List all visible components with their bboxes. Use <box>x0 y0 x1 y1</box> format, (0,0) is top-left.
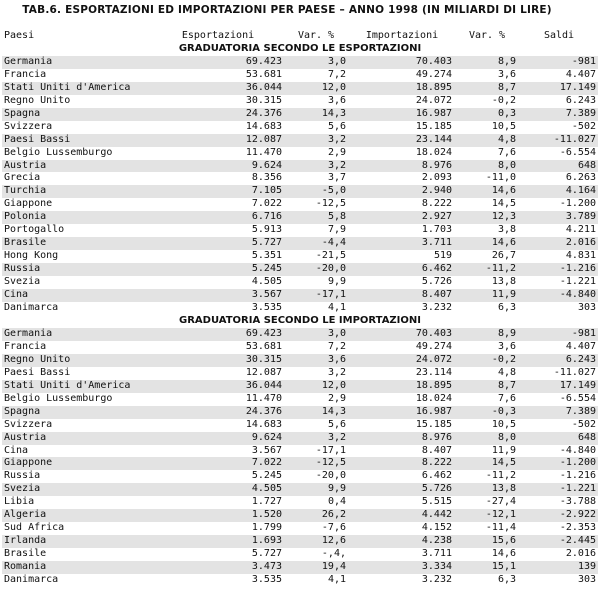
cell-balance: 139 <box>522 561 598 574</box>
cell-exports: 6.716 <box>154 211 286 224</box>
cell-imports-var: 11,9 <box>491 444 516 456</box>
cell-exports-var: -4,4 <box>286 237 352 250</box>
cell-country: Germania <box>2 328 154 341</box>
cell-exports-var: 5,6 <box>327 120 346 132</box>
cell-imports: 2.093 <box>421 172 452 184</box>
cell-balance: 6.243 <box>565 94 596 106</box>
cell-imports: 8.222 <box>352 457 458 470</box>
cell-balance: -1.221 <box>559 276 596 288</box>
table-row <box>2 522 598 535</box>
cell-exports-var: -,4, <box>321 548 346 560</box>
cell-balance: 4.211 <box>565 224 596 236</box>
table-row <box>2 509 598 522</box>
cell-exports: 4.505 <box>154 483 286 496</box>
column-header-esportazioni: Esportazioni <box>181 30 255 41</box>
table-row <box>2 302 598 315</box>
table-row <box>2 341 598 354</box>
column-header-var-exp: Var. % <box>297 30 335 41</box>
cell-imports: 5.726 <box>421 276 452 288</box>
cell-imports: 6.462 <box>421 470 452 482</box>
cell-exports-var: 12,0 <box>286 82 352 95</box>
cell-exports-var: -12,5 <box>315 198 346 210</box>
cell-exports: 1.727 <box>251 496 282 508</box>
section-heading: GRADUATORIA SECONDO LE ESPORTAZIONI <box>178 42 422 54</box>
cell-balance: 303 <box>577 302 596 314</box>
cell-balance: -3.788 <box>559 496 596 508</box>
cell-imports: 23.114 <box>415 366 452 378</box>
cell-imports-var: -0,2 <box>458 354 522 367</box>
cell-imports: 3.232 <box>421 302 452 314</box>
cell-imports-var: 12,3 <box>458 211 522 224</box>
cell-balance: -6.554 <box>559 392 596 404</box>
cell-exports-var: 3,7 <box>327 172 346 184</box>
cell-imports: 23.144 <box>352 134 458 147</box>
cell-country: Turchia <box>2 185 154 198</box>
table-row <box>2 535 598 548</box>
cell-imports-var: 4,8 <box>497 366 516 378</box>
cell-balance: -11.027 <box>522 134 598 147</box>
cell-country: Libia <box>4 496 35 508</box>
cell-exports-var: 3,2 <box>286 134 352 147</box>
cell-imports-var: 3,6 <box>497 68 516 80</box>
cell-exports: 30.315 <box>245 94 282 106</box>
cell-exports: 5.727 <box>154 237 286 250</box>
column-header-var-imp: Var. % <box>468 30 506 41</box>
cell-exports-var: -5,0 <box>286 185 352 198</box>
table-row <box>2 354 598 367</box>
cell-country: Svezia <box>2 483 154 496</box>
column-header-paesi: Paesi <box>4 30 35 41</box>
cell-exports: 5.913 <box>251 224 282 236</box>
header-row <box>2 30 598 43</box>
cell-balance: -1.200 <box>559 198 596 210</box>
cell-imports-var: 6,3 <box>497 574 516 586</box>
cell-imports: 16.987 <box>352 406 458 419</box>
table-row <box>2 147 598 160</box>
cell-imports: 18.895 <box>352 380 458 393</box>
cell-exports-var: -17,1 <box>286 289 352 302</box>
cell-imports: 3.711 <box>352 237 458 250</box>
cell-imports-var: 14,6 <box>491 548 516 560</box>
table-row <box>2 108 598 121</box>
table-row <box>2 276 598 289</box>
cell-country: Giappone <box>4 198 53 210</box>
cell-country: Svezia <box>4 276 41 288</box>
table-row <box>2 470 598 483</box>
cell-exports: 9.624 <box>154 160 286 173</box>
table-row <box>2 574 598 587</box>
cell-imports-var: 8,0 <box>458 160 522 173</box>
column-header-saldi: Saldi <box>543 30 575 41</box>
cell-exports: 24.376 <box>154 406 286 419</box>
cell-country: Sud Africa <box>4 522 65 534</box>
cell-exports-var: 12,0 <box>286 380 352 393</box>
cell-imports-var: -0,2 <box>491 94 516 106</box>
table-row <box>2 496 598 509</box>
cell-imports-var: 14,5 <box>458 457 522 470</box>
cell-imports-var: 14,5 <box>491 198 516 210</box>
cell-exports-var: 14,3 <box>286 406 352 419</box>
cell-country: Regno Unito <box>2 354 154 367</box>
cell-exports: 11.470 <box>245 392 282 404</box>
cell-exports-var: -20,0 <box>286 263 352 276</box>
cell-imports: 4.238 <box>352 535 458 548</box>
cell-exports-var: 12,6 <box>286 535 352 548</box>
cell-imports: 70.403 <box>352 56 458 69</box>
cell-exports-var: 3,2 <box>286 160 352 173</box>
table-row <box>2 483 598 496</box>
cell-imports: 49.274 <box>415 68 452 80</box>
table-row <box>2 393 598 406</box>
cell-balance: 4.407 <box>565 68 596 80</box>
cell-imports-var: 7,6 <box>497 392 516 404</box>
section-heading: GRADUATORIA SECONDO LE IMPORTAZIONI <box>179 314 421 326</box>
cell-imports: 24.072 <box>415 94 452 106</box>
cell-balance: -4.840 <box>559 444 596 456</box>
cell-country: Paesi Bassi <box>4 366 71 378</box>
table-row <box>2 121 598 134</box>
cell-imports: 49.274 <box>415 340 452 352</box>
cell-exports-var: 19,4 <box>286 561 352 574</box>
cell-imports: 2.940 <box>352 185 458 198</box>
cell-exports: 24.376 <box>154 108 286 121</box>
cell-balance: -981 <box>522 328 598 341</box>
cell-exports: 11.470 <box>245 146 282 158</box>
table-row <box>2 95 598 108</box>
cell-exports: 8.356 <box>251 172 282 184</box>
cell-exports: 5.245 <box>251 470 282 482</box>
cell-imports-var: -11,0 <box>485 172 516 184</box>
table-row <box>2 367 598 380</box>
cell-imports: 16.987 <box>352 108 458 121</box>
cell-imports-var: -0,3 <box>458 406 522 419</box>
cell-imports-var: 14,6 <box>458 237 522 250</box>
section-heading-row <box>2 43 598 56</box>
cell-exports-var: 4,1 <box>327 574 346 586</box>
cell-exports: 9.624 <box>154 432 286 445</box>
cell-imports: 4.442 <box>352 509 458 522</box>
cell-balance: 17.149 <box>522 82 598 95</box>
cell-balance: -502 <box>571 120 596 132</box>
cell-country: Brasile <box>2 237 154 250</box>
cell-exports: 69.423 <box>154 328 286 341</box>
cell-exports: 1.520 <box>154 509 286 522</box>
cell-exports-var: 3,6 <box>327 94 346 106</box>
cell-imports-var: -11,2 <box>485 470 516 482</box>
cell-country: Svizzera <box>4 418 53 430</box>
cell-country: Portogallo <box>4 224 65 236</box>
cell-exports-var: 4,1 <box>327 302 346 314</box>
cell-country: Algeria <box>2 509 154 522</box>
cell-exports: 14.683 <box>245 418 282 430</box>
table-row <box>2 198 598 211</box>
cell-exports: 3.535 <box>251 302 282 314</box>
cell-country: Austria <box>2 160 154 173</box>
cell-country: Romania <box>2 561 154 574</box>
cell-imports: 18.024 <box>415 392 452 404</box>
cell-exports-var: 7,9 <box>327 224 346 236</box>
cell-balance: 4.407 <box>565 340 596 352</box>
cell-imports: 18.024 <box>415 146 452 158</box>
cell-imports-var: 3,6 <box>497 340 516 352</box>
cell-country: Svizzera <box>4 120 53 132</box>
cell-exports: 53.681 <box>245 340 282 352</box>
cell-country: Brasile <box>4 548 47 560</box>
cell-balance: -4.840 <box>522 289 598 302</box>
cell-balance: -981 <box>522 56 598 69</box>
cell-imports-var: 8,9 <box>458 328 522 341</box>
cell-country: Belgio Lussemburgo <box>4 146 113 158</box>
cell-imports: 8.222 <box>421 198 452 210</box>
cell-country: Cina <box>4 444 29 456</box>
cell-balance: -1.200 <box>522 457 598 470</box>
table-row <box>2 561 598 574</box>
cell-balance: 4.164 <box>522 185 598 198</box>
cell-country: Austria <box>2 432 154 445</box>
cell-country: Francia <box>4 340 47 352</box>
cell-imports: 4.152 <box>421 522 452 534</box>
cell-imports-var: -27,4 <box>485 496 516 508</box>
cell-imports: 15.185 <box>415 120 452 132</box>
cell-imports: 3.334 <box>352 561 458 574</box>
cell-imports-var: 15,6 <box>458 535 522 548</box>
cell-exports: 4.505 <box>251 276 282 288</box>
cell-exports: 5.351 <box>251 250 282 262</box>
cell-imports-var: 0,3 <box>458 108 522 121</box>
cell-exports-var: 2,9 <box>327 392 346 404</box>
cell-country: Hong Kong <box>4 250 59 262</box>
cell-country: Cina <box>2 289 154 302</box>
cell-country: Irlanda <box>2 535 154 548</box>
cell-exports-var: 3,0 <box>286 56 352 69</box>
cell-balance: -6.554 <box>559 146 596 158</box>
cell-balance: 4.831 <box>565 250 596 262</box>
cell-balance: 7.389 <box>522 406 598 419</box>
cell-imports: 15.185 <box>415 418 452 430</box>
cell-imports: 8.407 <box>421 444 452 456</box>
table-body <box>2 30 598 587</box>
cell-exports: 12.087 <box>245 366 282 378</box>
cell-exports-var: 5,6 <box>327 418 346 430</box>
cell-balance: 6.263 <box>565 172 596 184</box>
cell-exports-var: 7,2 <box>327 340 346 352</box>
cell-balance: 6.243 <box>522 354 598 367</box>
cell-country: Giappone <box>2 457 154 470</box>
cell-exports: 36.044 <box>154 82 286 95</box>
cell-exports-var: 3,2 <box>286 432 352 445</box>
cell-exports: 3.535 <box>251 574 282 586</box>
cell-exports: 1.693 <box>154 535 286 548</box>
cell-imports-var: 15,1 <box>458 561 522 574</box>
cell-exports: 7.022 <box>154 457 286 470</box>
cell-exports: 3.567 <box>251 444 282 456</box>
table-row <box>2 250 598 263</box>
cell-exports: 30.315 <box>154 354 286 367</box>
cell-exports: 3.473 <box>154 561 286 574</box>
cell-imports-var: -11,2 <box>458 263 522 276</box>
cell-exports: 53.681 <box>245 68 282 80</box>
cell-imports: 8.976 <box>352 432 458 445</box>
cell-exports-var: 2,9 <box>327 146 346 158</box>
cell-country: Spagna <box>2 108 154 121</box>
cell-imports-var: 14,6 <box>458 185 522 198</box>
cell-imports: 5.515 <box>421 496 452 508</box>
cell-country: Francia <box>4 68 47 80</box>
cell-balance: 3.789 <box>522 211 598 224</box>
table-row <box>2 224 598 237</box>
cell-exports: 7.105 <box>154 185 286 198</box>
cell-balance: -502 <box>571 418 596 430</box>
cell-imports-var: 3,8 <box>497 224 516 236</box>
cell-country: Spagna <box>2 406 154 419</box>
cell-country: Danimarca <box>4 574 59 586</box>
cell-imports-var: 8,7 <box>458 82 522 95</box>
cell-country: Russia <box>4 470 41 482</box>
cell-exports-var: 7,2 <box>327 68 346 80</box>
cell-imports: 519 <box>433 250 452 262</box>
cell-imports: 3.232 <box>421 574 452 586</box>
cell-balance: 2.016 <box>565 548 596 560</box>
table-row <box>2 548 598 561</box>
cell-country: Belgio Lussemburgo <box>4 392 113 404</box>
cell-balance: -1.216 <box>522 263 598 276</box>
cell-exports: 1.799 <box>251 522 282 534</box>
cell-imports: 1.703 <box>421 224 452 236</box>
cell-imports: 3.711 <box>421 548 452 560</box>
cell-imports-var: 13,8 <box>458 483 522 496</box>
cell-exports-var: 9,9 <box>286 483 352 496</box>
cell-imports-var: -12,1 <box>458 509 522 522</box>
cell-exports-var: 3,6 <box>286 354 352 367</box>
table-row <box>2 237 598 250</box>
table-row <box>2 82 598 95</box>
cell-imports-var: 4,8 <box>458 134 522 147</box>
section-heading-row <box>2 315 598 328</box>
cell-balance: 648 <box>522 432 598 445</box>
cell-balance: -1.221 <box>522 483 598 496</box>
cell-exports: 12.087 <box>154 134 286 147</box>
cell-imports-var: 13,8 <box>491 276 516 288</box>
cell-balance: -2.353 <box>559 522 596 534</box>
cell-country: Regno Unito <box>4 94 71 106</box>
cell-exports-var: -17,1 <box>315 444 346 456</box>
table-row <box>2 380 598 393</box>
cell-imports-var: -11,4 <box>485 522 516 534</box>
cell-country: Stati Uniti d'America <box>2 380 154 393</box>
cell-exports-var: -20,0 <box>315 470 346 482</box>
cell-country: Germania <box>2 56 154 69</box>
table-title: TAB.6. ESPORTAZIONI ED IMPORTAZIONI PER PAESE – ANNO 1998 (IN MILIARDI DI LIRE) <box>22 4 552 16</box>
table-row <box>2 328 598 341</box>
cell-exports: 69.423 <box>154 56 286 69</box>
cell-exports-var: 5,8 <box>286 211 352 224</box>
cell-exports-var: 3,2 <box>327 366 346 378</box>
cell-imports-var: 10,5 <box>491 418 516 430</box>
cell-exports-var: 14,3 <box>286 108 352 121</box>
cell-exports-var: -7,6 <box>321 522 346 534</box>
cell-exports-var: -21,5 <box>315 250 346 262</box>
cell-exports: 36.044 <box>154 380 286 393</box>
cell-exports: 7.022 <box>251 198 282 210</box>
cell-imports-var: 6,3 <box>497 302 516 314</box>
cell-country: Grecia <box>4 172 41 184</box>
cell-imports: 24.072 <box>352 354 458 367</box>
cell-imports: 2.927 <box>352 211 458 224</box>
table-row <box>2 134 598 147</box>
table-row <box>2 172 598 185</box>
table-row <box>2 289 598 302</box>
table-row <box>2 457 598 470</box>
cell-imports: 8.976 <box>352 160 458 173</box>
table-row <box>2 419 598 432</box>
cell-exports-var: 26,2 <box>286 509 352 522</box>
table-row <box>2 69 598 82</box>
cell-imports-var: 7,6 <box>497 146 516 158</box>
cell-exports: 3.567 <box>154 289 286 302</box>
data-table <box>2 30 598 587</box>
table-row <box>2 406 598 419</box>
cell-imports-var: 11,9 <box>458 289 522 302</box>
column-header-importazioni: Importazioni <box>365 30 439 41</box>
cell-imports-var: 8,7 <box>458 380 522 393</box>
cell-imports: 70.403 <box>352 328 458 341</box>
cell-country: Russia <box>2 263 154 276</box>
cell-balance: 303 <box>577 574 596 586</box>
cell-exports-var: 3,0 <box>286 328 352 341</box>
table-row <box>2 160 598 173</box>
cell-balance: 648 <box>522 160 598 173</box>
cell-imports-var: 8,0 <box>458 432 522 445</box>
cell-imports: 18.895 <box>352 82 458 95</box>
table-row <box>2 211 598 224</box>
cell-imports: 8.407 <box>352 289 458 302</box>
cell-balance: 17.149 <box>522 380 598 393</box>
cell-exports: 5.727 <box>251 548 282 560</box>
cell-balance: -1.216 <box>559 470 596 482</box>
table-row <box>2 56 598 69</box>
cell-country: Danimarca <box>4 302 59 314</box>
cell-balance: 2.016 <box>522 237 598 250</box>
cell-exports: 14.683 <box>245 120 282 132</box>
cell-country: Stati Uniti d'America <box>2 82 154 95</box>
cell-exports-var: 0,4 <box>327 496 346 508</box>
cell-imports-var: 26,7 <box>491 250 516 262</box>
cell-exports-var: 9,9 <box>327 276 346 288</box>
cell-balance: -11.027 <box>553 366 596 378</box>
cell-exports-var: -12,5 <box>286 457 352 470</box>
cell-country: Paesi Bassi <box>2 134 154 147</box>
cell-imports-var: 8,9 <box>458 56 522 69</box>
cell-imports: 5.726 <box>352 483 458 496</box>
cell-balance: 7.389 <box>522 108 598 121</box>
cell-imports: 6.462 <box>352 263 458 276</box>
cell-balance: -2.445 <box>522 535 598 548</box>
cell-country: Polonia <box>2 211 154 224</box>
table-row <box>2 263 598 276</box>
table-row <box>2 445 598 458</box>
cell-balance: -2.922 <box>522 509 598 522</box>
table-row <box>2 432 598 445</box>
cell-exports: 5.245 <box>154 263 286 276</box>
cell-imports-var: 10,5 <box>491 120 516 132</box>
table-row <box>2 185 598 198</box>
